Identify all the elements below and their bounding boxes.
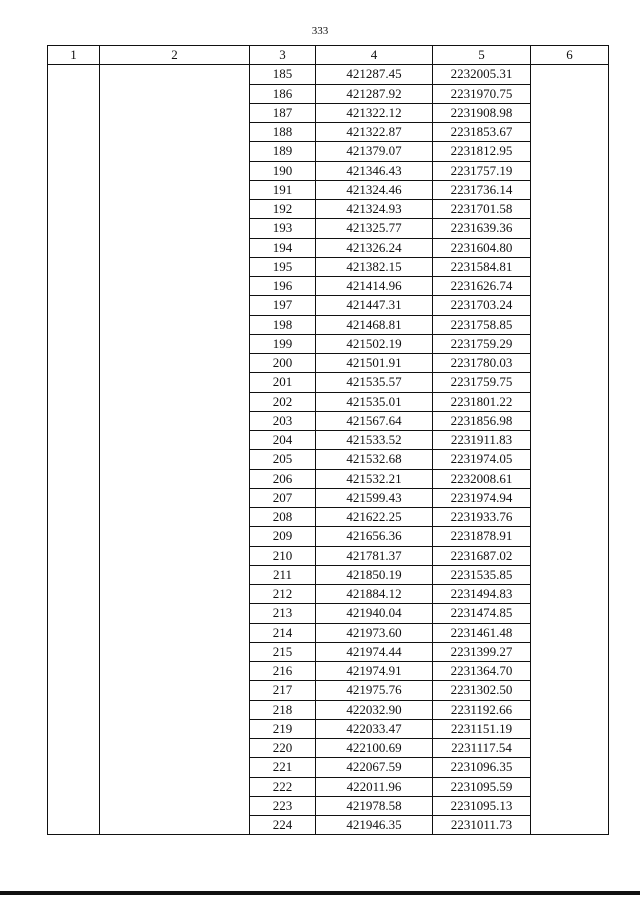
y-coordinate-cell: 2231974.05 [433, 450, 531, 469]
y-coordinate-cell: 2231970.75 [433, 84, 531, 103]
point-number-cell: 193 [250, 219, 316, 238]
col-6-cell [531, 65, 609, 835]
x-coordinate-cell: 421656.36 [316, 527, 433, 546]
point-number-cell: 194 [250, 238, 316, 257]
point-number-cell: 215 [250, 642, 316, 661]
y-coordinate-cell: 2231780.03 [433, 354, 531, 373]
point-number-cell: 213 [250, 604, 316, 623]
x-coordinate-cell: 421501.91 [316, 354, 433, 373]
x-coordinate-cell: 421533.52 [316, 431, 433, 450]
x-coordinate-cell: 421322.12 [316, 103, 433, 122]
x-coordinate-cell: 421535.57 [316, 373, 433, 392]
y-coordinate-cell: 2231584.81 [433, 257, 531, 276]
x-coordinate-cell: 421974.44 [316, 642, 433, 661]
point-number-cell: 195 [250, 257, 316, 276]
column-header: 5 [433, 46, 531, 65]
x-coordinate-cell: 421447.31 [316, 296, 433, 315]
column-header: 3 [250, 46, 316, 65]
point-number-cell: 209 [250, 527, 316, 546]
point-number-cell: 216 [250, 662, 316, 681]
x-coordinate-cell: 421324.93 [316, 200, 433, 219]
y-coordinate-cell: 2231011.73 [433, 816, 531, 835]
x-coordinate-cell: 421974.91 [316, 662, 433, 681]
y-coordinate-cell: 2231911.83 [433, 431, 531, 450]
point-number-cell: 208 [250, 508, 316, 527]
point-number-cell: 222 [250, 777, 316, 796]
y-coordinate-cell: 2231933.76 [433, 508, 531, 527]
column-header: 6 [531, 46, 609, 65]
x-coordinate-cell: 421346.43 [316, 161, 433, 180]
x-coordinate-cell: 422067.59 [316, 758, 433, 777]
y-coordinate-cell: 2231399.27 [433, 642, 531, 661]
x-coordinate-cell: 422100.69 [316, 739, 433, 758]
x-coordinate-cell: 421940.04 [316, 604, 433, 623]
x-coordinate-cell: 421599.43 [316, 488, 433, 507]
col-2-cell [100, 65, 250, 835]
y-coordinate-cell: 2231474.85 [433, 604, 531, 623]
point-number-cell: 217 [250, 681, 316, 700]
point-number-cell: 198 [250, 315, 316, 334]
point-number-cell: 190 [250, 161, 316, 180]
point-number-cell: 185 [250, 65, 316, 84]
x-coordinate-cell: 421379.07 [316, 142, 433, 161]
x-coordinate-cell: 421326.24 [316, 238, 433, 257]
point-number-cell: 189 [250, 142, 316, 161]
y-coordinate-cell: 2231801.22 [433, 392, 531, 411]
point-number-cell: 199 [250, 334, 316, 353]
y-coordinate-cell: 2231364.70 [433, 662, 531, 681]
table-row [48, 65, 609, 84]
x-coordinate-cell: 421850.19 [316, 565, 433, 584]
x-coordinate-cell: 422011.96 [316, 777, 433, 796]
x-coordinate-cell: 421978.58 [316, 796, 433, 815]
y-coordinate-cell: 2231535.85 [433, 565, 531, 584]
x-coordinate-cell: 421973.60 [316, 623, 433, 642]
point-number-cell: 221 [250, 758, 316, 777]
point-number-cell: 214 [250, 623, 316, 642]
y-coordinate-cell: 2231757.19 [433, 161, 531, 180]
x-coordinate-cell: 421287.45 [316, 65, 433, 84]
point-number-cell: 192 [250, 200, 316, 219]
bottom-rule [0, 891, 640, 895]
point-number-cell: 187 [250, 103, 316, 122]
x-coordinate-cell: 421884.12 [316, 585, 433, 604]
point-number-cell: 206 [250, 469, 316, 488]
y-coordinate-cell: 2231302.50 [433, 681, 531, 700]
x-coordinate-cell: 421622.25 [316, 508, 433, 527]
page-number: 333 [311, 25, 329, 37]
point-number-cell: 196 [250, 277, 316, 296]
y-coordinate-cell: 2231703.24 [433, 296, 531, 315]
point-number-cell: 207 [250, 488, 316, 507]
y-coordinate-cell: 2231701.58 [433, 200, 531, 219]
x-coordinate-cell: 421975.76 [316, 681, 433, 700]
point-number-cell: 201 [250, 373, 316, 392]
y-coordinate-cell: 2231096.35 [433, 758, 531, 777]
y-coordinate-cell: 2231192.66 [433, 700, 531, 719]
y-coordinate-cell: 2231626.74 [433, 277, 531, 296]
y-coordinate-cell: 2232005.31 [433, 65, 531, 84]
y-coordinate-cell: 2231759.75 [433, 373, 531, 392]
point-number-cell: 223 [250, 796, 316, 815]
x-coordinate-cell: 421532.21 [316, 469, 433, 488]
y-coordinate-cell: 2231878.91 [433, 527, 531, 546]
y-coordinate-cell: 2231759.29 [433, 334, 531, 353]
column-header: 2 [100, 46, 250, 65]
col-1-cell [48, 65, 100, 835]
y-coordinate-cell: 2231758.85 [433, 315, 531, 334]
x-coordinate-cell: 422033.47 [316, 719, 433, 738]
y-coordinate-cell: 2231812.95 [433, 142, 531, 161]
point-number-cell: 218 [250, 700, 316, 719]
table-body [48, 65, 609, 835]
x-coordinate-cell: 421781.37 [316, 546, 433, 565]
x-coordinate-cell: 422032.90 [316, 700, 433, 719]
point-number-cell: 224 [250, 816, 316, 835]
point-number-cell: 211 [250, 565, 316, 584]
point-number-cell: 203 [250, 411, 316, 430]
column-header: 1 [48, 46, 100, 65]
point-number-cell: 188 [250, 123, 316, 142]
y-coordinate-cell: 2231117.54 [433, 739, 531, 758]
point-number-cell: 204 [250, 431, 316, 450]
x-coordinate-cell: 421414.96 [316, 277, 433, 296]
y-coordinate-cell: 2231095.13 [433, 796, 531, 815]
x-coordinate-cell: 421287.92 [316, 84, 433, 103]
coordinates-table [47, 45, 609, 835]
x-coordinate-cell: 421567.64 [316, 411, 433, 430]
x-coordinate-cell: 421535.01 [316, 392, 433, 411]
y-coordinate-cell: 2231095.59 [433, 777, 531, 796]
x-coordinate-cell: 421325.77 [316, 219, 433, 238]
x-coordinate-cell: 421502.19 [316, 334, 433, 353]
x-coordinate-cell: 421468.81 [316, 315, 433, 334]
y-coordinate-cell: 2231461.48 [433, 623, 531, 642]
y-coordinate-cell: 2231494.83 [433, 585, 531, 604]
point-number-cell: 186 [250, 84, 316, 103]
point-number-cell: 219 [250, 719, 316, 738]
x-coordinate-cell: 421322.87 [316, 123, 433, 142]
y-coordinate-cell: 2231639.36 [433, 219, 531, 238]
y-coordinate-cell: 2231687.02 [433, 546, 531, 565]
y-coordinate-cell: 2231604.80 [433, 238, 531, 257]
point-number-cell: 212 [250, 585, 316, 604]
point-number-cell: 191 [250, 180, 316, 199]
point-number-cell: 200 [250, 354, 316, 373]
y-coordinate-cell: 2232008.61 [433, 469, 531, 488]
x-coordinate-cell: 421382.15 [316, 257, 433, 276]
point-number-cell: 210 [250, 546, 316, 565]
x-coordinate-cell: 421946.35 [316, 816, 433, 835]
y-coordinate-cell: 2231908.98 [433, 103, 531, 122]
y-coordinate-cell: 2231736.14 [433, 180, 531, 199]
y-coordinate-cell: 2231856.98 [433, 411, 531, 430]
y-coordinate-cell: 2231151.19 [433, 719, 531, 738]
point-number-cell: 202 [250, 392, 316, 411]
column-header: 4 [316, 46, 433, 65]
point-number-cell: 220 [250, 739, 316, 758]
point-number-cell: 197 [250, 296, 316, 315]
y-coordinate-cell: 2231974.94 [433, 488, 531, 507]
table-header-row [48, 46, 609, 65]
point-number-cell: 205 [250, 450, 316, 469]
x-coordinate-cell: 421532.68 [316, 450, 433, 469]
y-coordinate-cell: 2231853.67 [433, 123, 531, 142]
x-coordinate-cell: 421324.46 [316, 180, 433, 199]
